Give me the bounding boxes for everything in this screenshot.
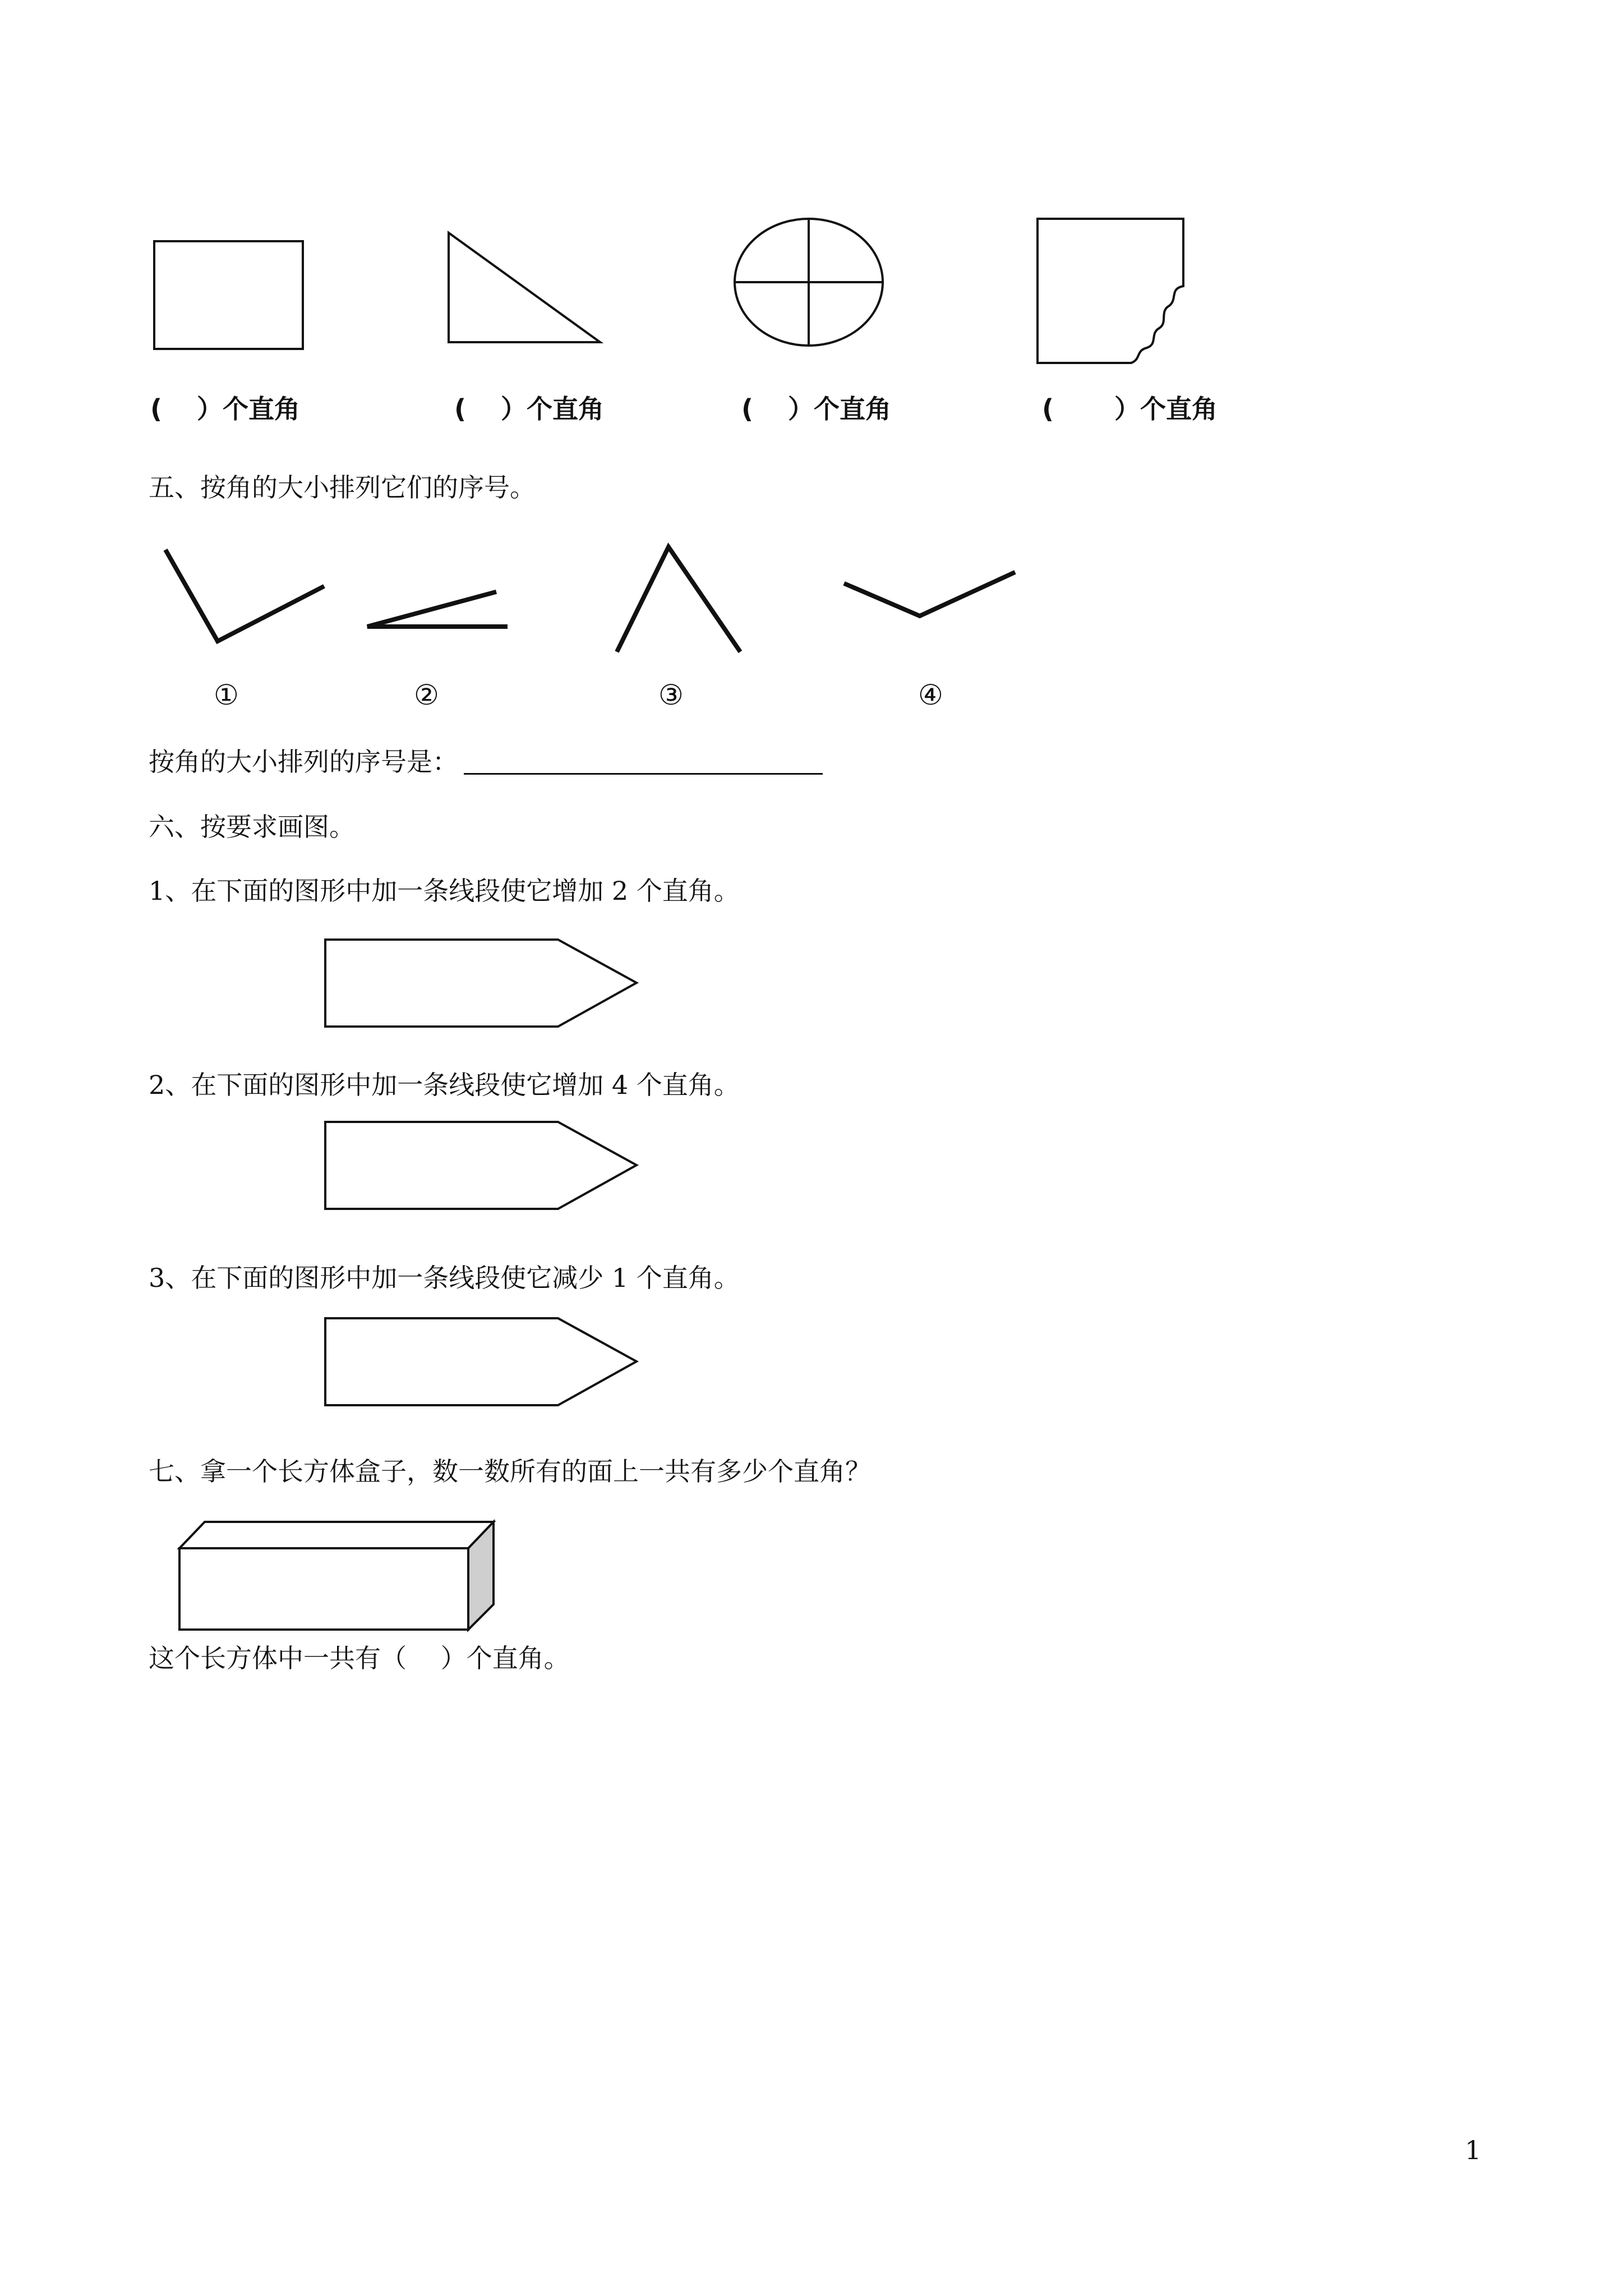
pentagon-arrow-1[interactable] [322, 937, 642, 1032]
angle-label-3: ③ [658, 679, 684, 711]
section-7-answer: 这个长方体中一共有（ ）个直角。 [149, 1643, 570, 1673]
rectangle-figure [151, 238, 308, 356]
divided-circle-figure [732, 216, 889, 353]
angle-label-4: ④ [918, 679, 943, 711]
pentagon-arrow-2[interactable] [322, 1119, 642, 1214]
section-5-title: 五、按角的大小排列它们的序号。 [149, 472, 536, 503]
section-7-title: 七、拿一个长方体盒子，数一数所有的面上一共有多少个直角？ [149, 1456, 871, 1487]
angle-figure-2 [356, 583, 519, 639]
caption-2: ( ）个直角 [454, 394, 605, 424]
caption-4: ( ）个直角 [1042, 394, 1218, 424]
cuboid-figure [177, 1517, 499, 1635]
page-number: 1 [1465, 2135, 1482, 2165]
section-6-title: 六、按要求画图。 [149, 812, 355, 842]
question-6-2: 2、在下面的图形中加一条线段使它增加 4 个直角。 [149, 1070, 740, 1100]
torn-square-figure [1035, 216, 1197, 373]
angle-figure-3 [608, 539, 754, 659]
order-answer-line [149, 749, 823, 775]
question-6-1: 1、在下面的图形中加一条线段使它增加 2 个直角。 [149, 876, 740, 906]
caption-3: ( ）个直角 [741, 394, 892, 424]
order-answer-prompt: 按角的大小排列的序号是： [149, 747, 458, 777]
pentagon-arrow-3[interactable] [322, 1315, 642, 1411]
angle-label-1: ① [214, 679, 239, 711]
question-6-3: 3、在下面的图形中加一条线段使它减少 1 个直角。 [149, 1263, 740, 1293]
caption-1: ( ）个直角 [150, 394, 301, 424]
angle-figure-4 [838, 567, 1023, 628]
angle-label-2: ② [414, 679, 439, 711]
angle-figure-1 [157, 541, 336, 654]
right-triangle-figure [446, 230, 608, 353]
order-answer-blank[interactable] [464, 751, 823, 775]
